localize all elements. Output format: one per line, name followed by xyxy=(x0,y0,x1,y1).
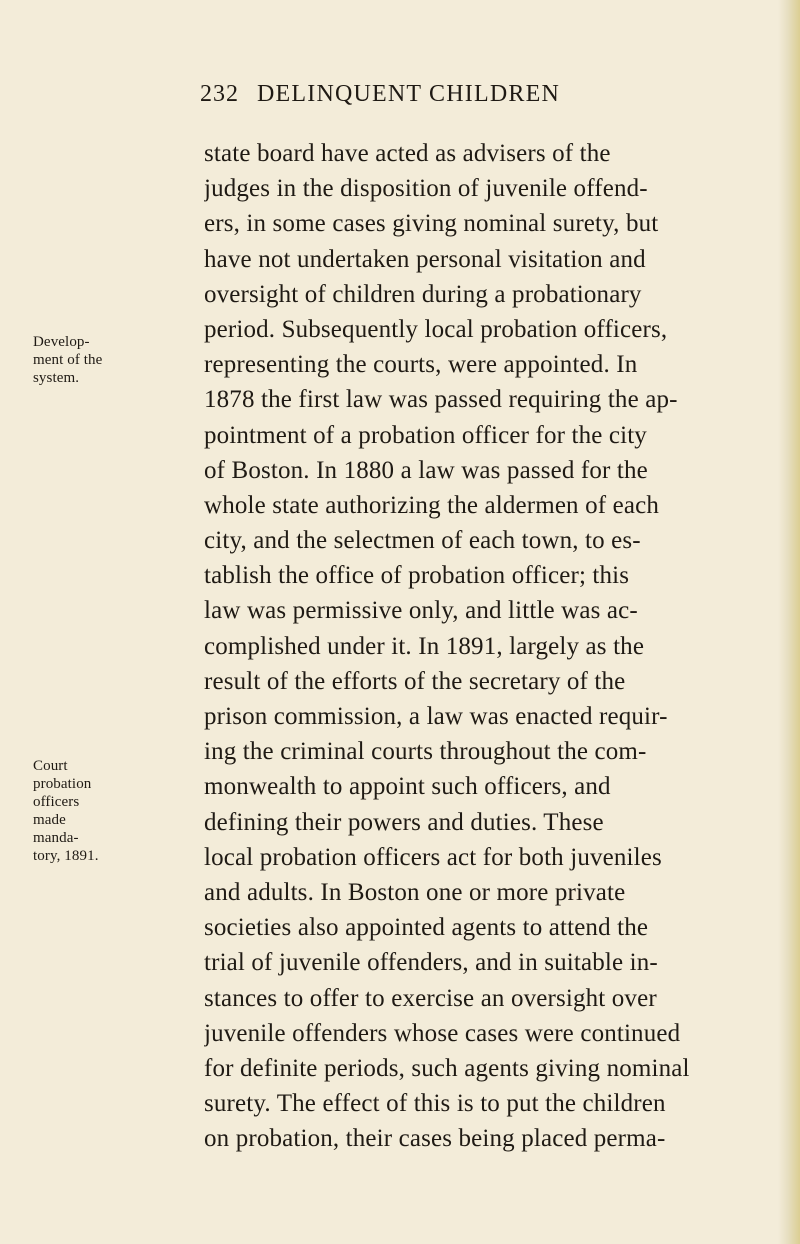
text-line: 1878 the first law was passed requiring the ap- xyxy=(204,386,678,414)
margin-note-line: ment of the xyxy=(33,352,103,368)
text-line: ers, in some cases giving nominal surety, but xyxy=(204,210,659,238)
text-line: have not undertaken personal visitation and xyxy=(204,245,646,273)
text-line: surety. The effect of this is to put the children xyxy=(204,1090,666,1118)
text-line: period. Subsequently local probation officers, xyxy=(204,315,668,343)
margin-note-line: probation xyxy=(33,776,92,792)
text-line: city, and the selectmen of each town, to es- xyxy=(204,527,641,555)
text-line: representing the courts, were appointed. In xyxy=(204,351,638,379)
text-line: of Boston. In 1880 a law was passed for the xyxy=(204,456,648,484)
text-line: prison commission, a law was enacted requir- xyxy=(204,703,668,730)
margin-note-line: Develop- xyxy=(33,334,90,350)
text-line: on probation, their cases being placed perma- xyxy=(204,1125,666,1153)
text-line: societies also appointed agents to attend the xyxy=(204,914,649,942)
running-head: DELINQUENT CHILDREN xyxy=(257,80,560,107)
margin-note-line: system. xyxy=(33,370,80,386)
text-line: law was permissive only, and little was ac- xyxy=(204,597,638,625)
margin-note-development xyxy=(33,333,188,387)
text-line: state board have acted as advisers of the xyxy=(204,140,611,167)
text-line: juvenile offenders whose cases were continued xyxy=(204,1019,681,1047)
margin-note-line: Court xyxy=(33,758,68,774)
text-line: pointment of a probation officer for the city xyxy=(204,421,647,449)
text-line: stances to offer to exercise an oversight over xyxy=(204,984,657,1012)
text-line: complished under it. In 1891, largely as the xyxy=(204,632,645,660)
margin-note-line: manda- xyxy=(33,830,79,846)
margin-note-line: officers xyxy=(33,794,80,810)
text-line: ing the criminal courts throughout the com- xyxy=(204,738,647,766)
text-line: judges in the disposition of juvenile offend- xyxy=(204,175,648,203)
text-line: monwealth to appoint such officers, and xyxy=(204,773,611,801)
page-header xyxy=(200,76,640,112)
text-line: defining their powers and duties. These xyxy=(204,808,604,836)
text-line: for definite periods, such agents giving nominal xyxy=(204,1054,690,1082)
text-line: result of the efforts of the secretary of the xyxy=(204,667,626,695)
text-line: local probation officers act for both juveniles xyxy=(204,843,662,871)
margin-note-court-probation xyxy=(33,757,188,865)
page-number: 232 xyxy=(200,80,239,107)
text-line: trial of juvenile offenders, and in suitable in- xyxy=(204,949,658,977)
page-edge-shadow xyxy=(778,0,800,1244)
margin-note-line: made xyxy=(33,812,66,828)
text-line: whole state authorizing the aldermen of each xyxy=(204,491,660,519)
main-text xyxy=(204,136,762,1156)
text-line: tablish the office of probation officer; this xyxy=(204,562,630,590)
margin-note-line: tory, 1891. xyxy=(33,848,99,864)
text-line: oversight of children during a probationary xyxy=(204,280,642,308)
text-line: and adults. In Boston one or more private xyxy=(204,878,626,906)
